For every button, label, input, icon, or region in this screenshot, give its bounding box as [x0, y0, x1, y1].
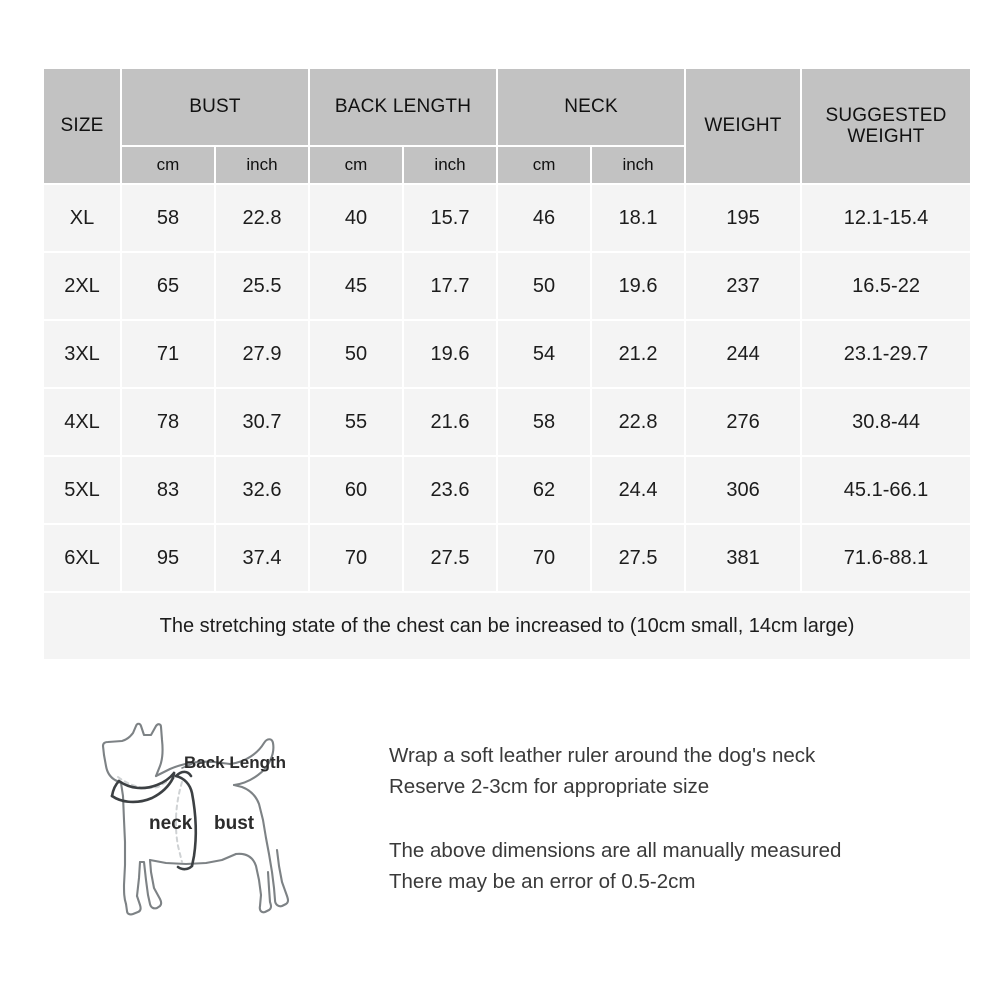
table-row	[44, 525, 970, 591]
cell-neck-cm: 54	[498, 321, 590, 387]
cell-neck-inch: 18.1	[592, 185, 684, 251]
unit-header-neck-inch: inch	[592, 147, 684, 183]
column-header-neck: NECK	[498, 69, 684, 145]
cell-neck-cm: 58	[498, 389, 590, 455]
table-group-header-row	[44, 69, 970, 145]
table-head	[44, 69, 970, 183]
cell-size: 4XL	[44, 389, 120, 455]
table-row	[44, 185, 970, 251]
cell-bust-inch: 22.8	[216, 185, 308, 251]
unit-header-bust-inch: inch	[216, 147, 308, 183]
cell-back-inch: 21.6	[404, 389, 496, 455]
cell-suggested-lb: 23.1-29.7	[802, 321, 970, 387]
cell-bust-inch: 32.6	[216, 457, 308, 523]
cell-neck-inch: 21.2	[592, 321, 684, 387]
cell-weight-g: 276	[686, 389, 800, 455]
table-row	[44, 389, 970, 455]
cell-weight-g: 381	[686, 525, 800, 591]
cell-size: 5XL	[44, 457, 120, 523]
cell-bust-inch: 30.7	[216, 389, 308, 455]
cell-size: 2XL	[44, 253, 120, 319]
table-body	[44, 185, 970, 659]
cell-suggested-lb: 12.1-15.4	[802, 185, 970, 251]
cell-bust-cm: 83	[122, 457, 214, 523]
label-back-length: Back Length	[184, 753, 287, 772]
dog-measurement-diagram	[96, 720, 336, 935]
table-footnote-row	[44, 593, 970, 659]
cell-neck-cm: 46	[498, 185, 590, 251]
measurement-guide-section	[0, 705, 1000, 965]
cell-bust-cm: 58	[122, 185, 214, 251]
instruction-measure	[389, 740, 949, 802]
table-row	[44, 321, 970, 387]
cell-bust-cm: 95	[122, 525, 214, 591]
cell-back-inch: 17.7	[404, 253, 496, 319]
cell-neck-cm: 50	[498, 253, 590, 319]
cell-weight-g: 237	[686, 253, 800, 319]
unit-header-bust-cm: cm	[122, 147, 214, 183]
cell-neck-cm: 70	[498, 525, 590, 591]
column-header-suggested-weight: SUGGESTED WEIGHT	[802, 69, 970, 183]
cell-neck-cm: 62	[498, 457, 590, 523]
cell-bust-cm: 65	[122, 253, 214, 319]
cell-bust-cm: 78	[122, 389, 214, 455]
label-bust: bust	[214, 813, 255, 834]
instruction-line: The above dimensions are all manually measured	[389, 839, 842, 863]
cell-bust-inch: 27.9	[216, 321, 308, 387]
column-header-back-length: BACK LENGTH	[310, 69, 496, 145]
cell-suggested-lb: 30.8-44	[802, 389, 970, 455]
cell-bust-inch: 25.5	[216, 253, 308, 319]
cell-back-cm: 60	[310, 457, 402, 523]
cell-back-cm: 70	[310, 525, 402, 591]
cell-back-cm: 55	[310, 389, 402, 455]
cell-neck-inch: 19.6	[592, 253, 684, 319]
column-header-size: SIZE	[44, 69, 120, 183]
size-table	[42, 67, 972, 661]
cell-back-inch: 27.5	[404, 525, 496, 591]
cell-weight-g: 244	[686, 321, 800, 387]
instruction-line: There may be an error of 0.5-2cm	[389, 870, 696, 894]
cell-back-inch: 23.6	[404, 457, 496, 523]
cell-suggested-lb: 71.6-88.1	[802, 525, 970, 591]
cell-back-cm: 40	[310, 185, 402, 251]
unit-header-neck-cm: cm	[498, 147, 590, 183]
cell-back-cm: 50	[310, 321, 402, 387]
instruction-disclaimer	[389, 835, 949, 897]
cell-neck-inch: 24.4	[592, 457, 684, 523]
cell-size: 6XL	[44, 525, 120, 591]
cell-bust-cm: 71	[122, 321, 214, 387]
instruction-line: Reserve 2-3cm for appropriate size	[389, 775, 710, 799]
column-header-weight: WEIGHT	[686, 69, 800, 183]
instruction-line: Wrap a soft leather ruler around the dog's neck	[389, 744, 816, 767]
table-row	[44, 253, 970, 319]
column-header-bust: BUST	[122, 69, 308, 145]
stretch-note: The stretching state of the chest can be increased to (10cm small, 14cm large)	[44, 593, 970, 659]
size-table-container	[42, 67, 960, 661]
cell-suggested-lb: 45.1-66.1	[802, 457, 970, 523]
cell-back-cm: 45	[310, 253, 402, 319]
cell-bust-inch: 37.4	[216, 525, 308, 591]
cell-size: 3XL	[44, 321, 120, 387]
cell-back-inch: 19.6	[404, 321, 496, 387]
label-neck: neck	[149, 813, 193, 834]
cell-weight-g: 306	[686, 457, 800, 523]
cell-back-inch: 15.7	[404, 185, 496, 251]
cell-suggested-lb: 16.5-22	[802, 253, 970, 319]
cell-weight-g: 195	[686, 185, 800, 251]
cell-size: XL	[44, 185, 120, 251]
instructions-block	[389, 740, 949, 898]
unit-header-back-inch: inch	[404, 147, 496, 183]
table-row	[44, 457, 970, 523]
cell-neck-inch: 22.8	[592, 389, 684, 455]
cell-neck-inch: 27.5	[592, 525, 684, 591]
unit-header-back-cm: cm	[310, 147, 402, 183]
